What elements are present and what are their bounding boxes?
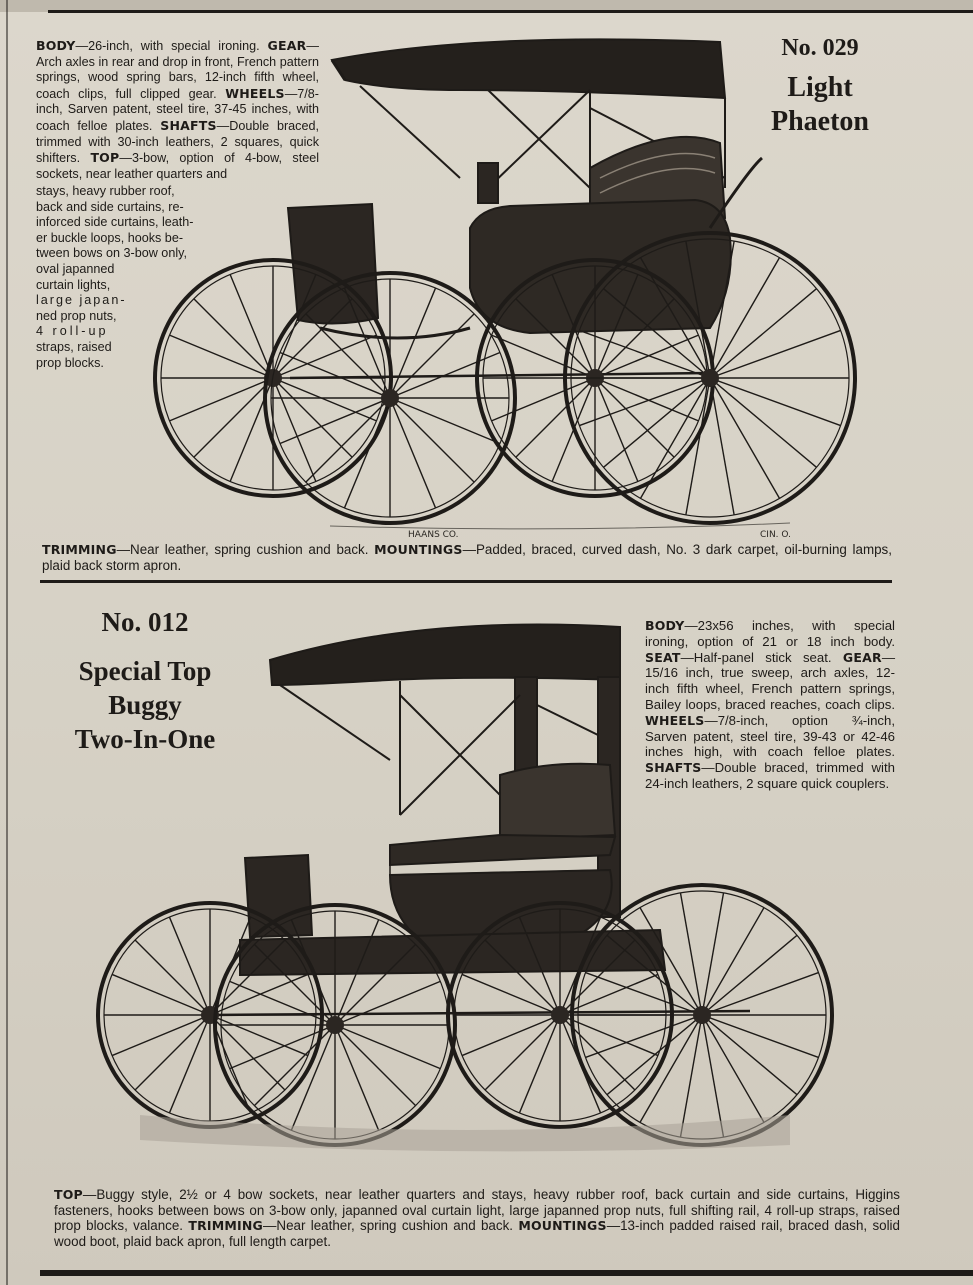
phaeton-trimming-text: —Near leather, spring cushion and back. bbox=[116, 542, 369, 557]
buggy-wheels-label: WHEELS bbox=[645, 712, 705, 728]
phaeton-top-label: TOP bbox=[90, 150, 120, 166]
buggy-rear-left-wheel bbox=[98, 903, 322, 1127]
phaeton-top-line7: oval japanned bbox=[36, 261, 115, 276]
buggy-wheels-text: —7/8-inch, option ¾-inch, Sarven patent, steel tire, 39-43 or 42-46 inches high, with coach felloe plates. bbox=[645, 712, 895, 760]
bottom-divider bbox=[40, 1270, 973, 1276]
buggy-mountings-text: —13-inch padded raised rail, braced dash, solid wood boot, plaid back apron, full length carpet. bbox=[54, 1218, 900, 1249]
phaeton-engraver-mark-left: HAANS CO. bbox=[408, 530, 459, 540]
section-divider bbox=[40, 580, 892, 583]
phaeton-title-line1: Light bbox=[787, 72, 853, 103]
buggy-body-label: BODY bbox=[645, 618, 685, 633]
phaeton-top-line12: straps, raised bbox=[36, 339, 112, 354]
buggy-front-wheel bbox=[215, 905, 455, 1145]
phaeton-trimming-label: TRIMMING bbox=[42, 542, 117, 557]
phaeton-wheels-text: —7/8-inch, Sarven patent, steel tire, 37-45 inches, with coach felloe plates. bbox=[36, 86, 319, 133]
phaeton-engraver-mark-right: CIN. O. bbox=[760, 530, 791, 540]
buggy-title-line3: Two-In-One bbox=[74, 724, 216, 754]
phaeton-gear-label: GEAR bbox=[267, 38, 307, 53]
phaeton-top-line4: inforced side curtains, leath- bbox=[36, 215, 194, 230]
phaeton-shafts-text: —Double braced, trimmed with 30-inch leathers, 2 squares, quick shifters. bbox=[36, 118, 319, 166]
phaeton-body-label: BODY bbox=[36, 38, 76, 53]
buggy-seat-text: —Half-panel stick seat. bbox=[680, 649, 832, 665]
phaeton-trimming-mountings bbox=[42, 542, 892, 574]
phaeton-front-wheel bbox=[265, 273, 515, 523]
phaeton-top-line13: prop blocks. bbox=[36, 355, 104, 370]
buggy-number: No. 012 bbox=[101, 607, 189, 637]
phaeton-illustration bbox=[150, 28, 870, 538]
phaeton-top-line6: tween bows on 3-bow only, bbox=[36, 246, 187, 261]
buggy-shafts-text: —Double braced, trimmed with 24-inch leathers, 2 square quick couplers. bbox=[645, 760, 895, 791]
buggy-top-trimming-mountings bbox=[54, 1187, 900, 1249]
phaeton-shafts-label: SHAFTS bbox=[160, 117, 217, 133]
phaeton-mountings-text: —Padded, braced, curved dash, No. 3 dark carpet, oil-burning lamps, plaid back storm apron. bbox=[42, 542, 892, 573]
phaeton-top-line9: large japan- bbox=[36, 293, 127, 308]
page-left-rule bbox=[6, 0, 8, 1285]
buggy-trimming-label: TRIMMING bbox=[188, 1218, 264, 1234]
buggy-top-label: TOP bbox=[54, 1187, 83, 1202]
buggy-title-line2: Buggy bbox=[108, 690, 182, 720]
phaeton-mountings-label: MOUNTINGS bbox=[374, 542, 463, 557]
buggy-shadow bbox=[140, 1115, 790, 1151]
top-divider bbox=[48, 10, 973, 13]
buggy-gear-label: GEAR bbox=[842, 649, 882, 665]
phaeton-title-line2: Phaeton bbox=[771, 106, 869, 137]
buggy-gear-text: —15/16 inch, true sweep, arch axles, 12-inch fifth wheel, French pattern springs, Bailey loops, braced reaches, coach clips. bbox=[645, 649, 895, 712]
buggy-mountings-label: MOUNTINGS bbox=[518, 1218, 607, 1234]
buggy-trimming-text: —Near leather, spring cushion and back. bbox=[263, 1218, 513, 1234]
buggy-seat-label: SEAT bbox=[645, 649, 681, 665]
phaeton-top-text: —3-bow, option of 4-bow, steel sockets, near leather quarters and bbox=[36, 151, 320, 181]
buggy-title-line1: Special Top bbox=[78, 656, 212, 686]
phaeton-number: No. 029 bbox=[781, 35, 859, 61]
phaeton-body-text: —26-inch, with special ironing. bbox=[75, 39, 260, 53]
buggy-shafts-label: SHAFTS bbox=[645, 760, 702, 776]
buggy-illustration bbox=[90, 615, 850, 1175]
phaeton-top-line11: 4 roll-up bbox=[36, 324, 109, 339]
phaeton-top-line5: er buckle loops, hooks be- bbox=[36, 230, 184, 245]
buggy-top-text: —Buggy style, 2½ or 4 bow sockets, near leather quarters and stays, heavy rubber roof, back curtain and side curtains, Higgins fasteners, hooks between bows on 3-bow only, japanned oval curtain light, large japanned prop nuts, full shifting rail, 4 roll-up straps, raised prop blocks, valance. bbox=[54, 1187, 900, 1234]
phaeton-top-line2: stays, heavy rubber roof, bbox=[36, 184, 175, 198]
phaeton-top-line10: ned prop nuts, bbox=[36, 308, 117, 323]
phaeton-gear-text: —Arch axles in rear and drop in front, French pattern springs, wood spring bars, 12-inch fifth wheel, coach clips, full clipped gear. bbox=[36, 39, 320, 101]
buggy-large-wheel bbox=[572, 885, 832, 1145]
buggy-body-text: —23x56 inches, with special ironing, option of 21 or 18 inch body. bbox=[645, 618, 895, 649]
phaeton-wheels-label: WHEELS bbox=[225, 85, 285, 101]
phaeton-top-line3: back and side curtains, re- bbox=[36, 199, 184, 214]
phaeton-top-line8: curtain lights, bbox=[36, 277, 111, 292]
